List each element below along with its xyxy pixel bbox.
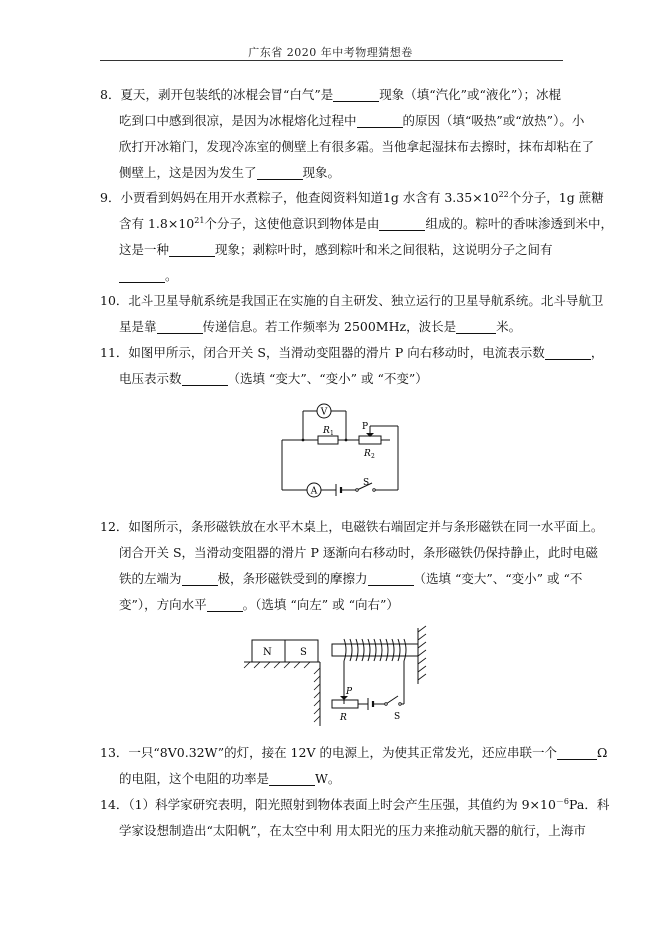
switch-contact-left	[356, 489, 359, 492]
question-10	[100, 288, 604, 340]
q14-text-1a: （1）科学家研究表明，阳光照射到物体表面上时会产生压强，其值约为 9×10	[128, 797, 556, 812]
q8-text-2a: 吃到口中感到很凉，是因为冰棍熔化过程中	[119, 113, 357, 128]
q9-text-2b: 个分子，这使他意识到物体是由	[204, 216, 380, 231]
q11-text-2a: 电压表示数	[119, 371, 182, 386]
q8-number: 8．	[100, 87, 121, 102]
q12-text-1: 如图所示，条形磁铁放在水平木桌上，电磁铁右端固定并与条形磁铁在同一水平面上。	[128, 519, 604, 534]
q11-text-1b: ，	[590, 345, 604, 360]
ammeter-label: A	[310, 486, 318, 497]
q13-number: 13．	[100, 745, 129, 760]
rheostat-r2	[359, 436, 381, 444]
r2-subscript: 2	[371, 453, 375, 460]
q14-number: 14．	[100, 797, 129, 812]
q11-text-2b: （选填 “变大”、“变小” 或 “不变”）	[227, 371, 428, 386]
slider-p-label: P	[362, 422, 369, 432]
r1-subscript: 1	[330, 430, 334, 437]
q9-exponent-1: 22	[498, 190, 509, 199]
q12-blank-3	[207, 597, 243, 612]
q12-text-4b: 。（选填 “向左” 或 “向右”）	[242, 597, 399, 612]
q12-text-2: 闭合开关 S，当滑动变阻器的滑片 P 逐渐向右移动时，条形磁铁仍保持静止，此时电磁	[119, 545, 598, 560]
q12-number: 12．	[100, 519, 129, 534]
question-12	[100, 514, 604, 618]
q9-blank-3	[119, 268, 165, 283]
r2-label: R	[364, 449, 371, 459]
rheostat-r	[332, 700, 358, 708]
question-8	[100, 82, 595, 186]
junction-node-left	[302, 439, 305, 442]
q8-text-2b: 的原因（填“吸热”或“放热”）。小	[402, 113, 585, 128]
electromagnet-coil	[344, 639, 406, 661]
header-rule	[100, 60, 563, 61]
resistor-r1	[318, 436, 338, 444]
q12-blank-1	[182, 571, 218, 586]
q9-text-1b: 个分子，1g 蔗糖	[508, 190, 604, 205]
q10-text-2c: 米。	[496, 319, 522, 334]
q8-text-4a: 侧壁上，这是因为发生了	[119, 165, 257, 180]
slider-p-label: P	[346, 687, 353, 697]
voltmeter-label: V	[320, 407, 328, 418]
switch-blade	[386, 696, 398, 704]
q11-text-1a: 如图甲所示，闭合开关 S，当滑动变阻器的滑片 P 向右移动时，电流表示数	[128, 345, 545, 360]
q13-text-1a: 一只“8V0.32W”的灯，接在 12V 的电源上，为使其正常发光，还应串联一个	[128, 745, 557, 760]
q10-number: 10．	[100, 293, 129, 308]
q8-blank-3	[257, 165, 303, 180]
q10-text-2a: 星是靠	[119, 319, 157, 334]
electromagnet-core	[332, 644, 418, 656]
switch-contact-right	[373, 489, 376, 492]
q13-text-2a: 的电阻，这个电阻的功率是	[119, 771, 270, 786]
q13-text-2b: W。	[315, 771, 341, 786]
magnet-n-label: N	[263, 647, 272, 658]
q12-blank-2	[368, 571, 414, 586]
q12-text-3a: 铁的左端为	[119, 571, 182, 586]
q10-blank-1	[157, 319, 203, 334]
q13-text-1b: Ω	[596, 745, 608, 760]
q9-text-3b: 现象；剥粽叶时，感到粽叶和米之间很粘，这说明分子之间有	[215, 242, 553, 257]
q14-text-1b: Pa．科	[569, 797, 610, 812]
switch-contact-left	[385, 703, 388, 706]
q9-number: 9．	[100, 190, 121, 205]
q12-magnet-figure	[240, 624, 440, 728]
q11-blank-2	[182, 371, 228, 386]
q9-text-4: 。	[165, 268, 178, 283]
q8-blank-2	[357, 113, 403, 128]
switch-s-label: S	[394, 712, 401, 722]
q14-text-2: 学家设想制造出“太阳帆”，在太空中利 用太阳光的压力来推动航天器的航行，上海市	[119, 823, 586, 838]
rheostat-r-label: R	[340, 713, 347, 723]
q8-text-4b: 现象。	[302, 165, 341, 180]
q8-text-1a: 夏天，剥开包装纸的冰棍会冒“白气”是	[120, 87, 334, 102]
q14-exponent: －6	[555, 797, 570, 806]
question-13	[100, 740, 608, 792]
junction-node-right	[345, 439, 348, 442]
q13-blank-1	[557, 745, 597, 760]
q10-text-1: 北斗卫星导航系统是我国正在实施的自主研发、独立运行的卫星导航系统。北斗导航卫	[128, 293, 604, 308]
q8-blank-1	[333, 87, 379, 102]
q12-text-4a: 变”），方向水平	[119, 597, 207, 612]
q9-text-2c: 组成的。粽叶的香味渗透到米中，	[425, 216, 613, 231]
q11-blank-1	[545, 345, 591, 360]
question-11	[100, 340, 604, 392]
q9-text-2a: 含有 1.8×10	[119, 216, 195, 231]
q9-blank-1	[379, 216, 425, 231]
q9-blank-2	[169, 242, 215, 257]
switch-contact-right	[399, 703, 402, 706]
question-14	[100, 792, 610, 844]
q10-text-2b: 传递信息。若工作频率为 2500MHz，波长是	[202, 319, 457, 334]
q9-text-3a: 这是一种	[119, 242, 170, 257]
q12-text-3b: 极，条形磁铁受到的摩擦力	[217, 571, 368, 586]
q8-text-3: 欣打开冰箱门，发现冷冻室的侧壁上有很多霜。当他拿起湿抹布去擦时，抹布却粘在了	[119, 139, 595, 154]
magnet-s-label: S	[300, 647, 307, 658]
q11-circuit-figure	[270, 396, 410, 502]
q12-text-3c: （选填 “变大”、“变小” 或 “不	[413, 571, 583, 586]
q11-number: 11．	[100, 345, 129, 360]
page-header: 广东省 2020 年中考物理猜想卷	[248, 46, 413, 59]
switch-s-label: S	[363, 478, 370, 488]
q13-blank-2	[269, 771, 315, 786]
q9-exponent-2: 21	[194, 216, 205, 225]
r1-label: R	[323, 426, 330, 436]
q10-blank-2	[456, 319, 496, 334]
q8-text-1b: 现象（填“汽化”或“液化”）；冰棍	[379, 87, 562, 102]
q9-text-1a: 小贾看到妈妈在用开水煮粽子，他查阅资料知道1g 水含有 3.35×10	[120, 190, 499, 205]
question-9	[100, 185, 613, 289]
